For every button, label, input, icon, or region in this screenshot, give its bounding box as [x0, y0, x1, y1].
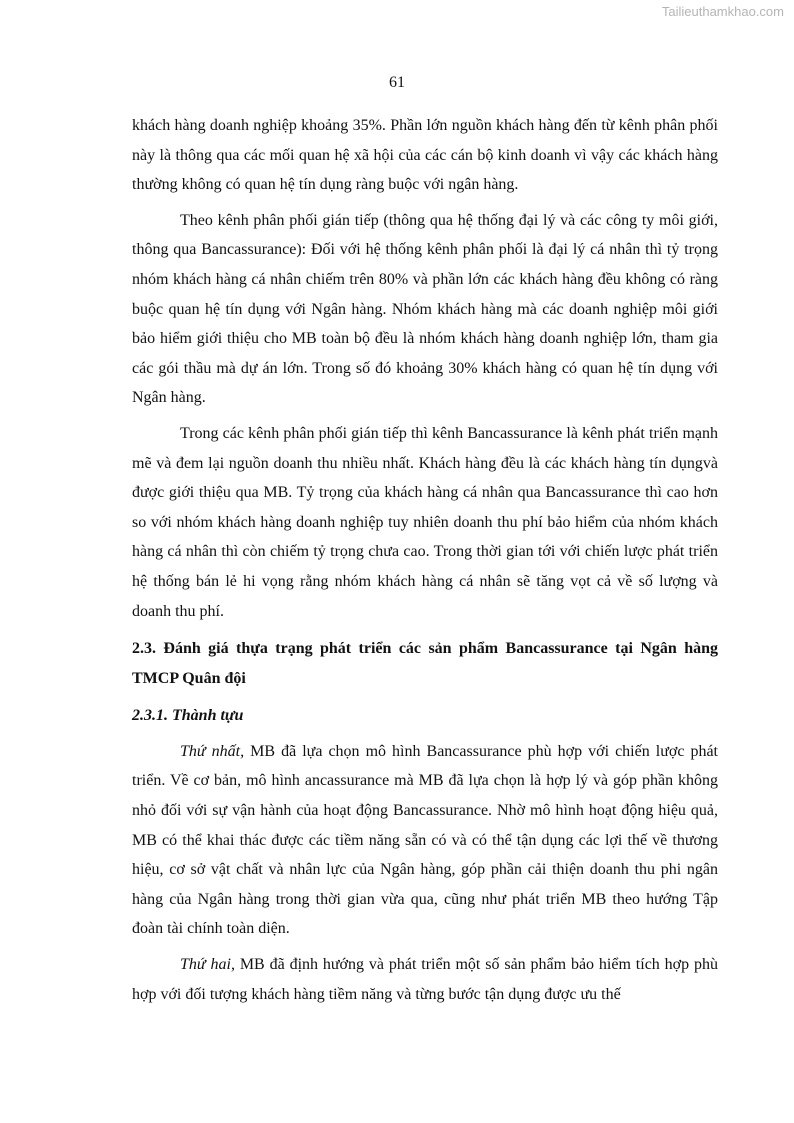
second-lead: Thứ hai,	[180, 956, 235, 974]
paragraph-indirect-channel: Theo kênh phân phối gián tiếp (thông qua hệ thống đại lý và các công ty môi giới, thông qua Bancassurance): Đối với hệ thống kênh phân phối là đại lý cá nhân thì tỷ trọng nhóm khách hàng cá nhân chiếm trên 80% và phần lớn các khách hàng đều không có ràng buộc quan hệ tín dụng với Ngân hàng. Nhóm khách hàng mà các doanh nghiệp môi giới bảo hiểm giới thiệu cho MB toàn bộ đều là nhóm khách hàng doanh nghiệp lớn, tham gia các gói thầu mà dự án lớn. Trong số đó khoảng 30% khách hàng có quan hệ tín dụng với Ngân hàng.	[132, 211, 718, 407]
first-achievement-text: MB đã lựa chọn mô hình Bancassurance phù hợp với chiến lược phát triển. Về cơ bản, mô hình ancassurance mà MB đã lựa chọn là hợp lý và góp phần không nhỏ đối với sự vận hành của hoạt động Bancassurance. Nhờ mô hình hoạt động hiệu quả, MB có thể khai thác được các tiềm năng sẵn có và có thể tận dụng các lợi thế về thương hiệu, cơ sở vật chất và nhân lực của Ngân hàng, góp phần cải thiện doanh thu phi ngân hàng của Ngân hàng trong thời gian vừa qua, cũng như phát triển MB theo hướng Tập đoàn tài chính toàn diện.	[132, 742, 719, 938]
section-heading: 2.3. Đánh giá thựa trạng phát triển các sản phẩm Bancassurance tại Ngân hàng TMCP Quân đội	[132, 640, 718, 687]
first-lead: Thứ nhất,	[180, 742, 245, 760]
document-body	[132, 111, 718, 1015]
paragraph-second-achievement	[132, 950, 718, 1009]
paragraph-first-achievement	[132, 737, 718, 944]
second-achievement-text: MB đã định hướng và phát triển một số sản phẩm bảo hiểm tích hợp phù hợp với đối tượng khách hàng tiềm năng và từng bước tận dụng được ưu thế	[132, 956, 718, 1003]
paragraph-bancassurance-channel: Trong các kênh phân phối gián tiếp thì kênh Bancassurance là kênh phát triển mạnh mẽ và đem lại nguồn doanh thu nhiều nhất. Khách hàng đều là các khách hàng tín dụngvà được giới thiệu qua MB. Tỷ trọng của khách hàng cá nhân qua Bancassurance thì cao hơn so với nhóm khách hàng doanh nghiệp tuy nhiên doanh thu phí bảo hiểm của nhóm khách hàng cá nhân thì còn chiếm tỷ trọng chưa cao. Trong thời gian tới với chiến lược phát triển hệ thống bán lẻ hi vọng rằng nhóm khách hàng cá nhân sẽ tăng vọt cả về số lượng và doanh thu phí.	[132, 424, 718, 620]
watermark: Tailieuthamkhao.com	[661, 4, 784, 19]
subsection-heading: 2.3.1. Thành tựu	[132, 707, 244, 725]
paragraph-continuation: khách hàng doanh nghiệp khoảng 35%. Phần lớn nguồn khách hàng đến từ kênh phân phối này là thông qua các mối quan hệ xã hội của các cán bộ kinh doanh vì vậy các khách hàng thường không có quan hệ tín dụng ràng buộc với ngân hàng.	[132, 117, 718, 194]
page-number: 61	[389, 74, 405, 91]
